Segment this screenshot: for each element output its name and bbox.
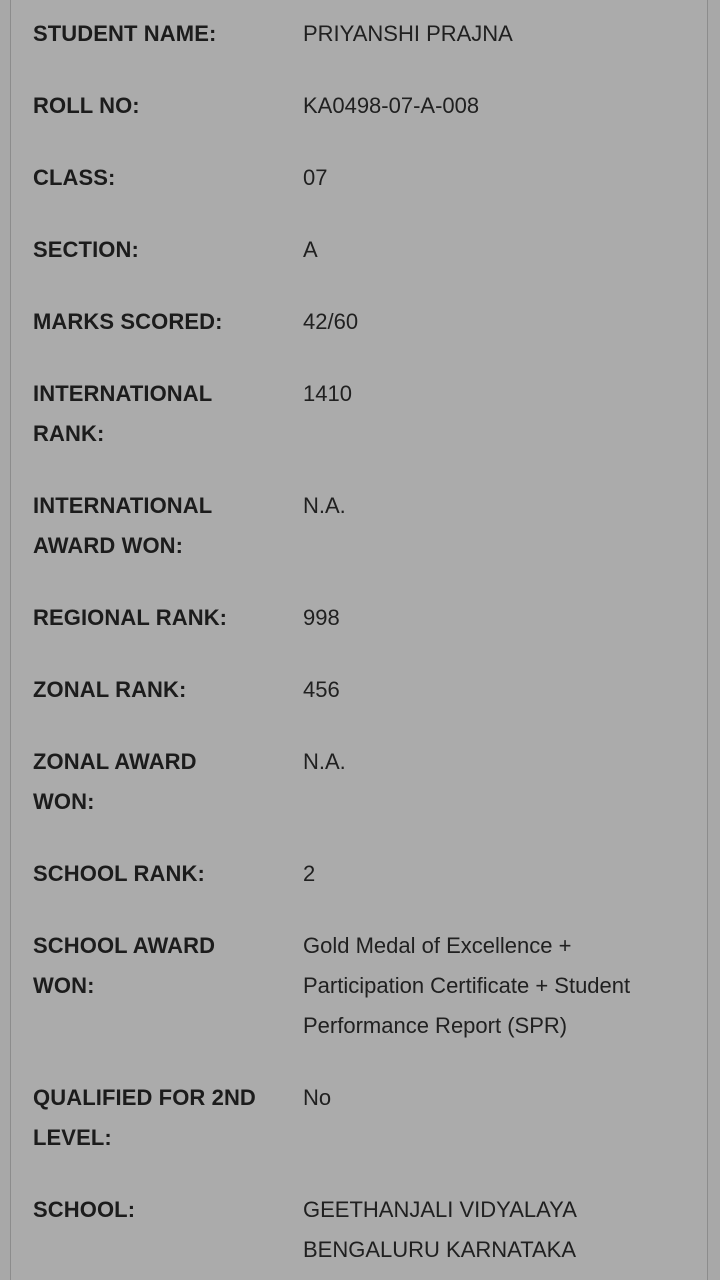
label-class: CLASS: xyxy=(33,165,116,190)
label-school-rank: SCHOOL RANK: xyxy=(33,861,205,886)
value-international-rank: 1410 xyxy=(303,381,352,406)
label-zonal-award: ZONAL AWARD WON: xyxy=(33,749,197,814)
value-roll-no: KA0498-07-A-008 xyxy=(303,93,480,118)
value-class: 07 xyxy=(303,165,328,190)
label-international-award: INTERNATIONAL AWARD WON: xyxy=(33,493,212,558)
value-zonal-rank: 456 xyxy=(303,677,340,702)
label-student-name: STUDENT NAME: xyxy=(33,21,217,46)
value-school-award: Gold Medal of Excellence + Participation Certificate + Student Performance Report (SPR) xyxy=(303,933,631,1038)
label-international-rank: INTERNATIONAL RANK: xyxy=(33,381,212,446)
label-school-award: SCHOOL AWARD WON: xyxy=(33,933,216,998)
label-school: SCHOOL: xyxy=(33,1197,136,1222)
value-section: A xyxy=(303,237,318,262)
result-panel xyxy=(10,0,708,1280)
value-student-name: PRIYANSHI PRAJNA xyxy=(303,21,513,46)
value-qualified-2nd-level: No xyxy=(303,1085,332,1110)
label-zonal-rank: ZONAL RANK: xyxy=(33,677,187,702)
value-marks-scored: 42/60 xyxy=(303,309,359,334)
label-section: SECTION: xyxy=(33,237,139,262)
label-marks-scored: MARKS SCORED: xyxy=(33,309,223,334)
label-roll-no: ROLL NO: xyxy=(33,93,140,118)
value-school: GEETHANJALI VIDYALAYA BENGALURU KARNATAKA xyxy=(303,1197,577,1262)
value-zonal-award: N.A. xyxy=(303,749,346,774)
value-regional-rank: 998 xyxy=(303,605,340,630)
label-qualified-2nd-level: QUALIFIED FOR 2ND LEVEL: xyxy=(33,1085,256,1150)
label-regional-rank: REGIONAL RANK: xyxy=(33,605,228,630)
value-international-award: N.A. xyxy=(303,493,346,518)
value-school-rank: 2 xyxy=(303,861,316,886)
